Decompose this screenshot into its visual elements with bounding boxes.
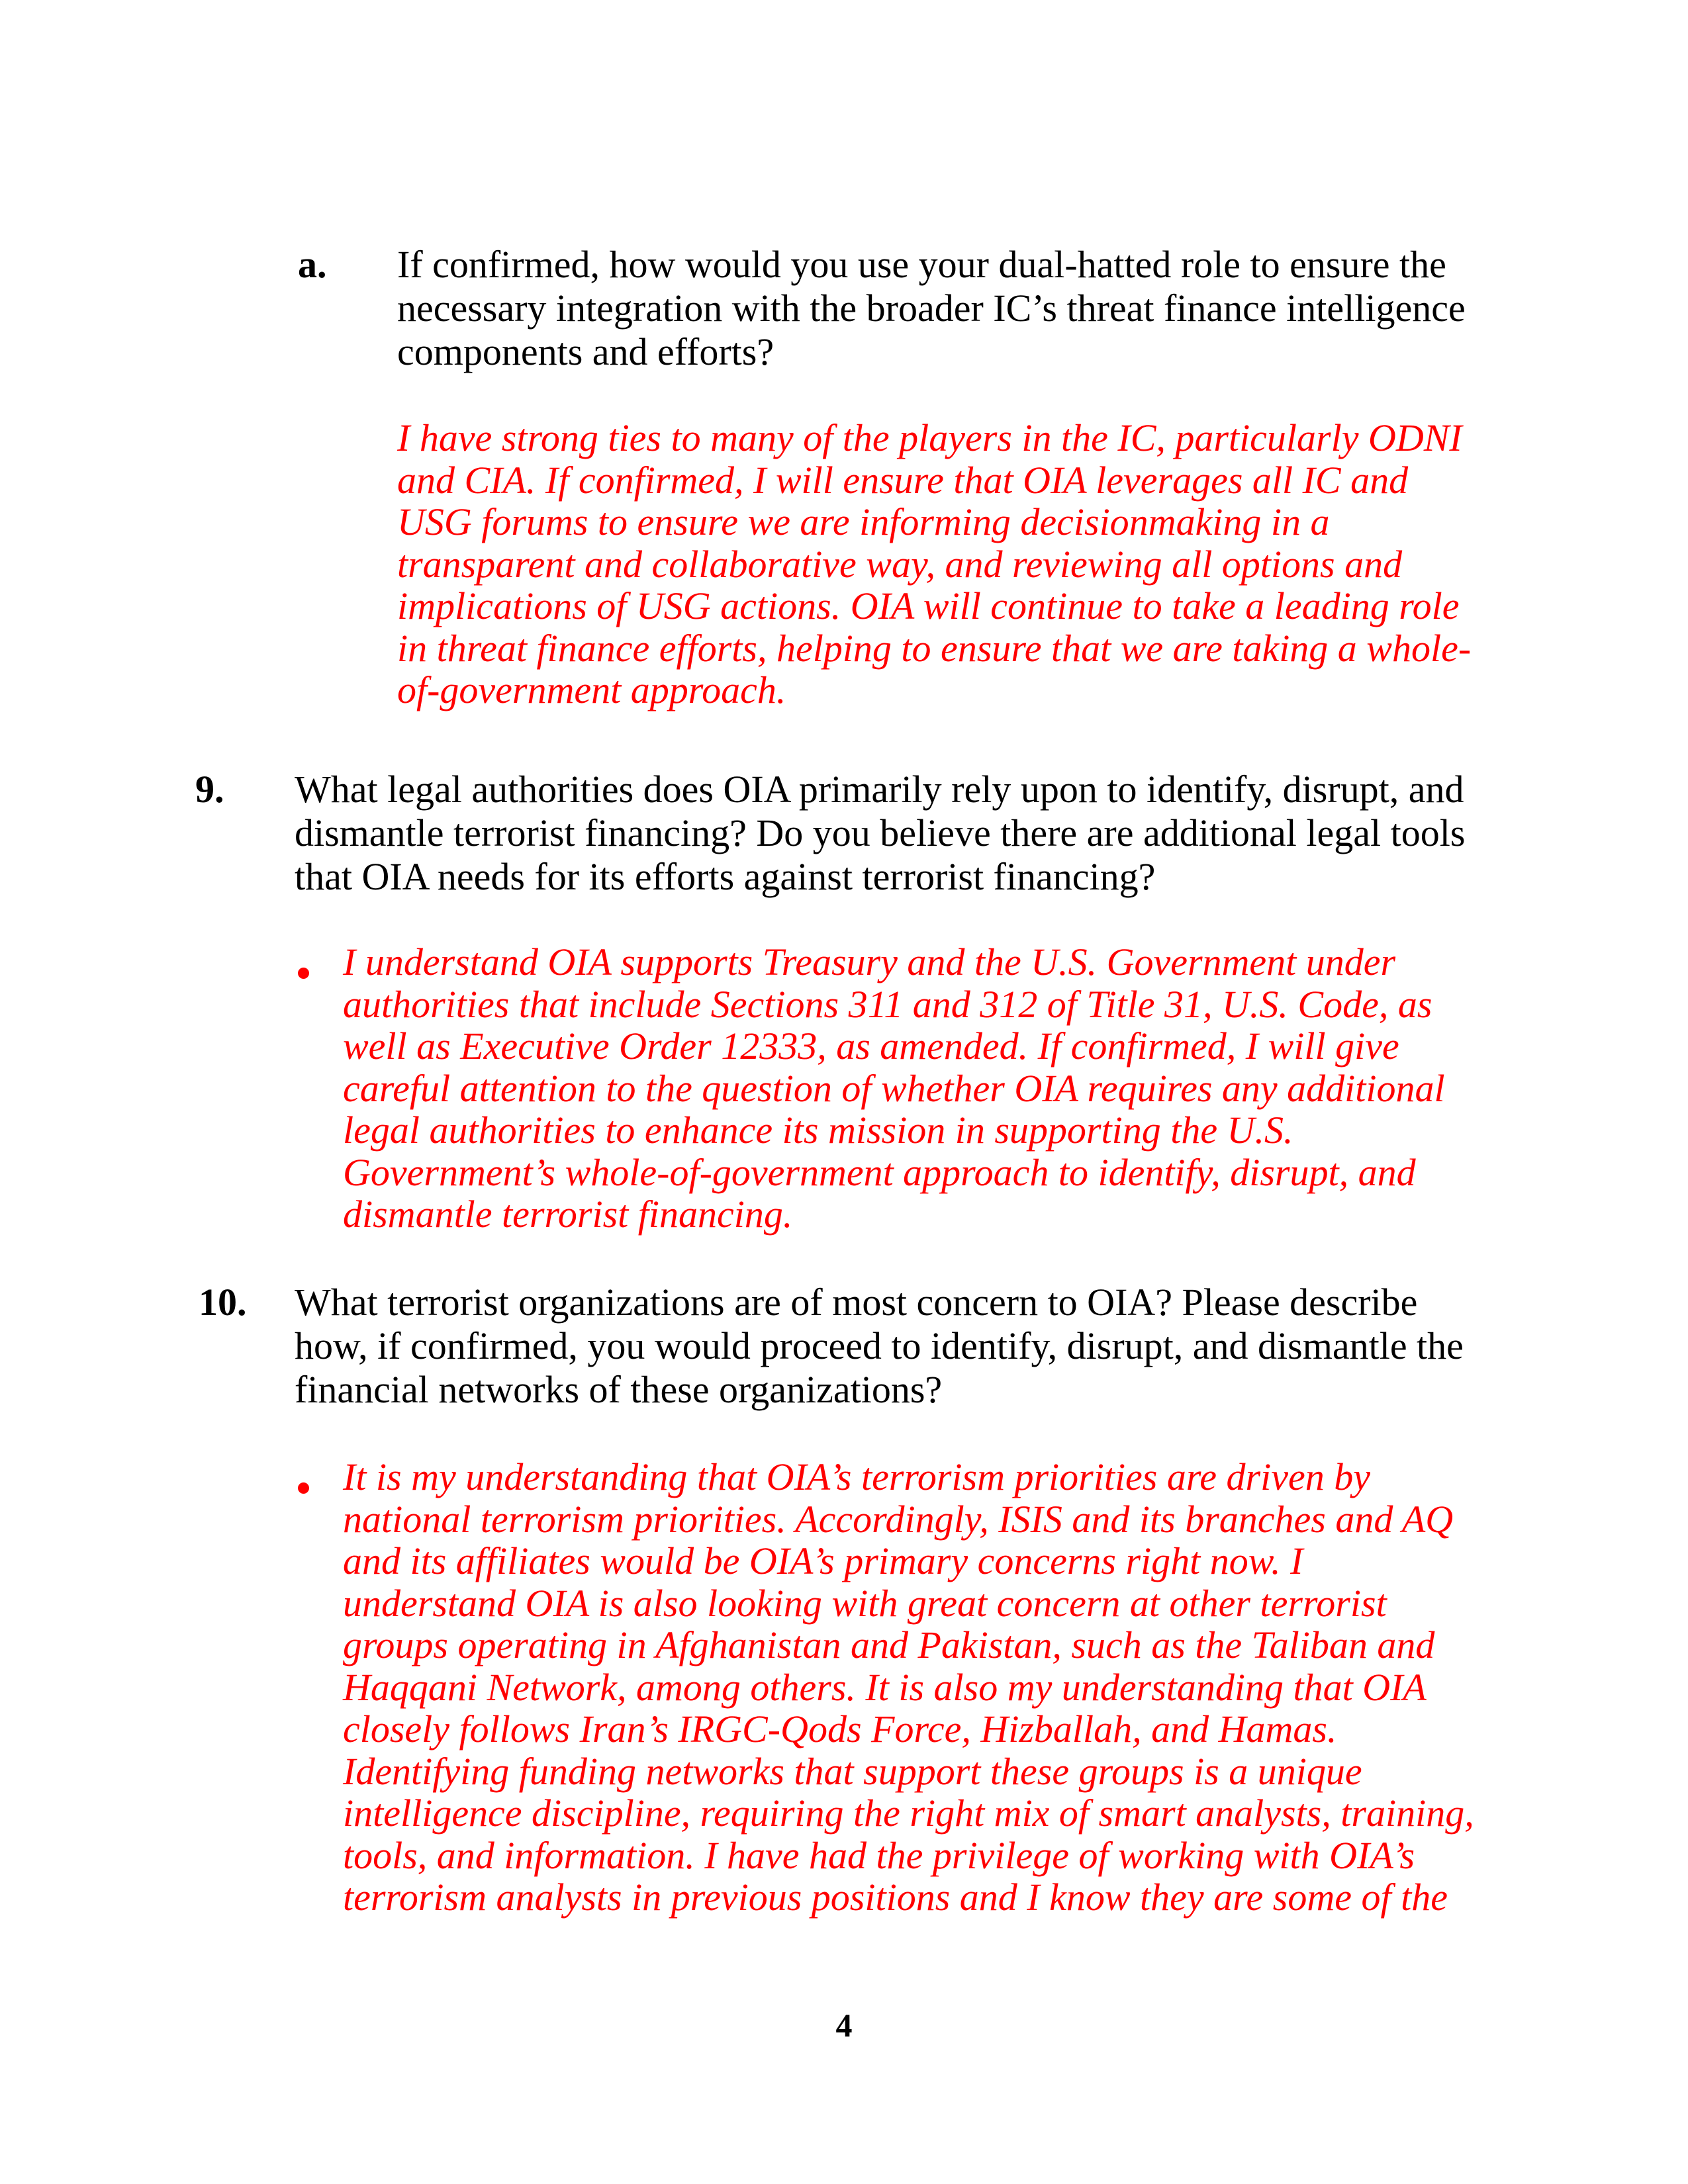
question-10 [295,1281,1464,1412]
answer-line: USG forums to ensure we are informing decisionmaking in a [397,500,1330,543]
answer-line: transparent and collaborative way, and reviewing all options and [397,542,1403,586]
item-label-a: a. [298,243,327,286]
answer-line: groups operating in Afghanistan and Pakistan, such as the Taliban and [343,1623,1435,1666]
answer-9 [343,941,1445,1236]
answer-line: dismantle terrorist financing. [343,1193,793,1236]
answer-line: understand OIA is also looking with great concern at other terrorist [343,1581,1387,1625]
question-line: how, if confirmed, you would proceed to identify, disrupt, and dismantle the [295,1324,1464,1367]
bullet-icon [298,968,309,979]
question-line: dismantle terrorist financing? Do you believe there are additional legal tools [295,811,1466,854]
question-line: If confirmed, how would you use your dual-hatted role to ensure the [397,243,1446,286]
answer-line: and its affiliates would be OIA’s primary concerns right now. I [343,1539,1303,1582]
question-9 [295,768,1465,899]
answer-10 [343,1456,1474,1919]
answer-line: Government’s whole-of-government approach to identify, disrupt, and [343,1150,1416,1194]
item-label-10: 10. [199,1281,247,1324]
answer-line: well as Executive Order 12333, as amended. If confirmed, I will give [343,1024,1399,1068]
answer-line: legal authorities to enhance its mission in supporting the U.S. [343,1109,1293,1152]
answer-line: I understand OIA supports Treasury and the U.S. Government under [343,940,1396,983]
answer-line: of-government approach. [397,668,786,711]
question-line: components and efforts? [397,330,774,373]
answer-line: in threat finance efforts, helping to ensure that we are taking a whole- [397,626,1472,670]
answer-line: careful attention to the question of whether OIA requires any additional [343,1066,1445,1110]
answer-line: closely follows Iran’s IRGC-Qods Force, Hizballah, and Hamas. [343,1707,1337,1751]
question-a [397,243,1466,374]
answer-line: tools, and information. I have had the privilege of working with OIA’s [343,1833,1415,1877]
answer-line: and CIA. If confirmed, I will ensure that OIA leverages all IC and [397,458,1409,502]
answer-line: Identifying funding networks that support these groups is a unique [343,1749,1362,1793]
answer-line: terrorism analysts in previous positions and I know they are some of the [343,1876,1448,1919]
question-line: financial networks of these organizations? [295,1368,943,1411]
answer-a [397,417,1471,711]
answer-line: intelligence discipline, requiring the right mix of smart analysts, training, [343,1792,1474,1835]
answer-line: implications of USG actions. OIA will continue to take a leading role [397,584,1460,627]
answer-line: Haqqani Network, among others. It is also my understanding that OIA [343,1665,1427,1709]
question-line: that OIA needs for its efforts against terrorist financing? [295,855,1156,898]
answer-line: authorities that include Sections 311 and 312 of Title 31, U.S. Code, as [343,982,1432,1026]
answer-line: It is my understanding that OIA’s terrorism priorities are driven by [343,1455,1370,1498]
page-number: 4 [835,2007,853,2044]
answer-line: national terrorism priorities. Accordingly, ISIS and its branches and AQ [343,1497,1454,1541]
question-line: necessary integration with the broader IC’s threat finance intelligence [397,287,1466,330]
bullet-icon [298,1482,309,1494]
question-line: What terrorist organizations are of most concern to OIA? Please describe [295,1281,1418,1324]
item-label-9: 9. [195,768,224,811]
answer-line: I have strong ties to many of the players in the IC, particularly ODNI [397,416,1462,459]
question-line: What legal authorities does OIA primarily rely upon to identify, disrupt, and [295,768,1464,811]
